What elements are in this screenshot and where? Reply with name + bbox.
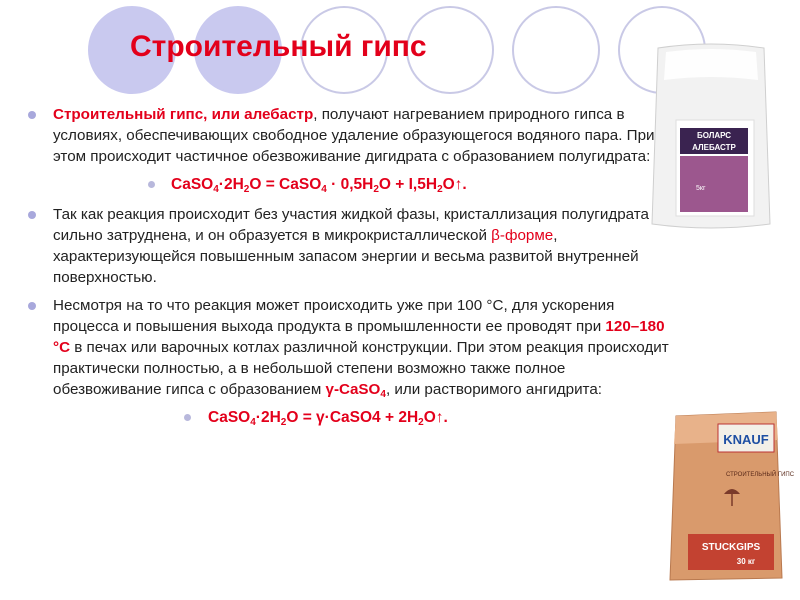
svg-text:KNAUF: KNAUF — [723, 432, 769, 447]
paragraph-1-text: , получают нагреванием природного гипса в условиях, обеспечивающих свободное удаление образующегося водяного пара. При этом происходит частичное обезвоживание дигидрата с образованием полугидрата: — [53, 106, 655, 165]
decor-circle-5 — [512, 6, 600, 94]
slide-title: Строительный гипс — [130, 30, 427, 63]
sub-bullet-icon — [148, 181, 155, 188]
svg-text:АЛЕБАСТР: АЛЕБАСТР — [692, 143, 736, 152]
paragraph-2: Так как реакция происходит без участия жидкой фазы, кристаллизация полугидрата сильно затруднена, и он образуется в микрокристаллической β-форме, характеризующейся повышенным запасом энергии и весьма развитой внутренней поверхностью. — [28, 204, 678, 288]
sub-bullet-icon — [184, 414, 191, 421]
svg-text:СТРОИТЕЛЬНЫЙ ГИПС: СТРОИТЕЛЬНЫЙ ГИПС — [726, 472, 795, 478]
paragraph-1 — [28, 104, 678, 167]
paragraph-3: Несмотря на то что реакция может происходить уже при 100 °С, для ускорения процесса и повышения выхода продукта в промышленности ее проводят при 120–180 °С в печах или варочных котлах различной конструкции. При этом реакция происходит практически полностью, а в небольшой степени возможно также полное обезвоживание гипса с образованием γ-CaSO$_4$, или растворимого ангидрита: — [28, 295, 678, 400]
equation-1: $CaSO_4\cdot 2H_2O$ = CaSO$_4$ · $0,5H_2O$ + $I,5H_2O↑$. — [28, 174, 678, 195]
beta-form-highlight: β-форме — [491, 227, 554, 244]
svg-text:БОЛАРС: БОЛАРС — [696, 131, 732, 140]
gamma-caso4-highlight: γ-CaSO$_4$ — [325, 381, 386, 400]
bullet-icon — [28, 111, 36, 119]
svg-text:STUCKGIPS: STUCKGIPS — [701, 542, 761, 553]
knauf-bag-image — [666, 410, 795, 582]
svg-text:5кг: 5кг — [696, 185, 706, 192]
bullet-icon — [28, 302, 36, 310]
equation-2: $CaSO_4\cdot 2H_2O$ = γ·CaSO4 + $2H_2O↑$. — [28, 407, 678, 428]
slide-body — [28, 104, 678, 437]
temperature-highlight: 120–180 °С — [53, 318, 665, 356]
term-lead: Строительный гипс, или алебастр — [53, 106, 314, 123]
alabaster-bag-image — [646, 40, 776, 232]
bullet-icon — [28, 211, 36, 219]
svg-text:30 кг: 30 кг — [736, 557, 756, 566]
